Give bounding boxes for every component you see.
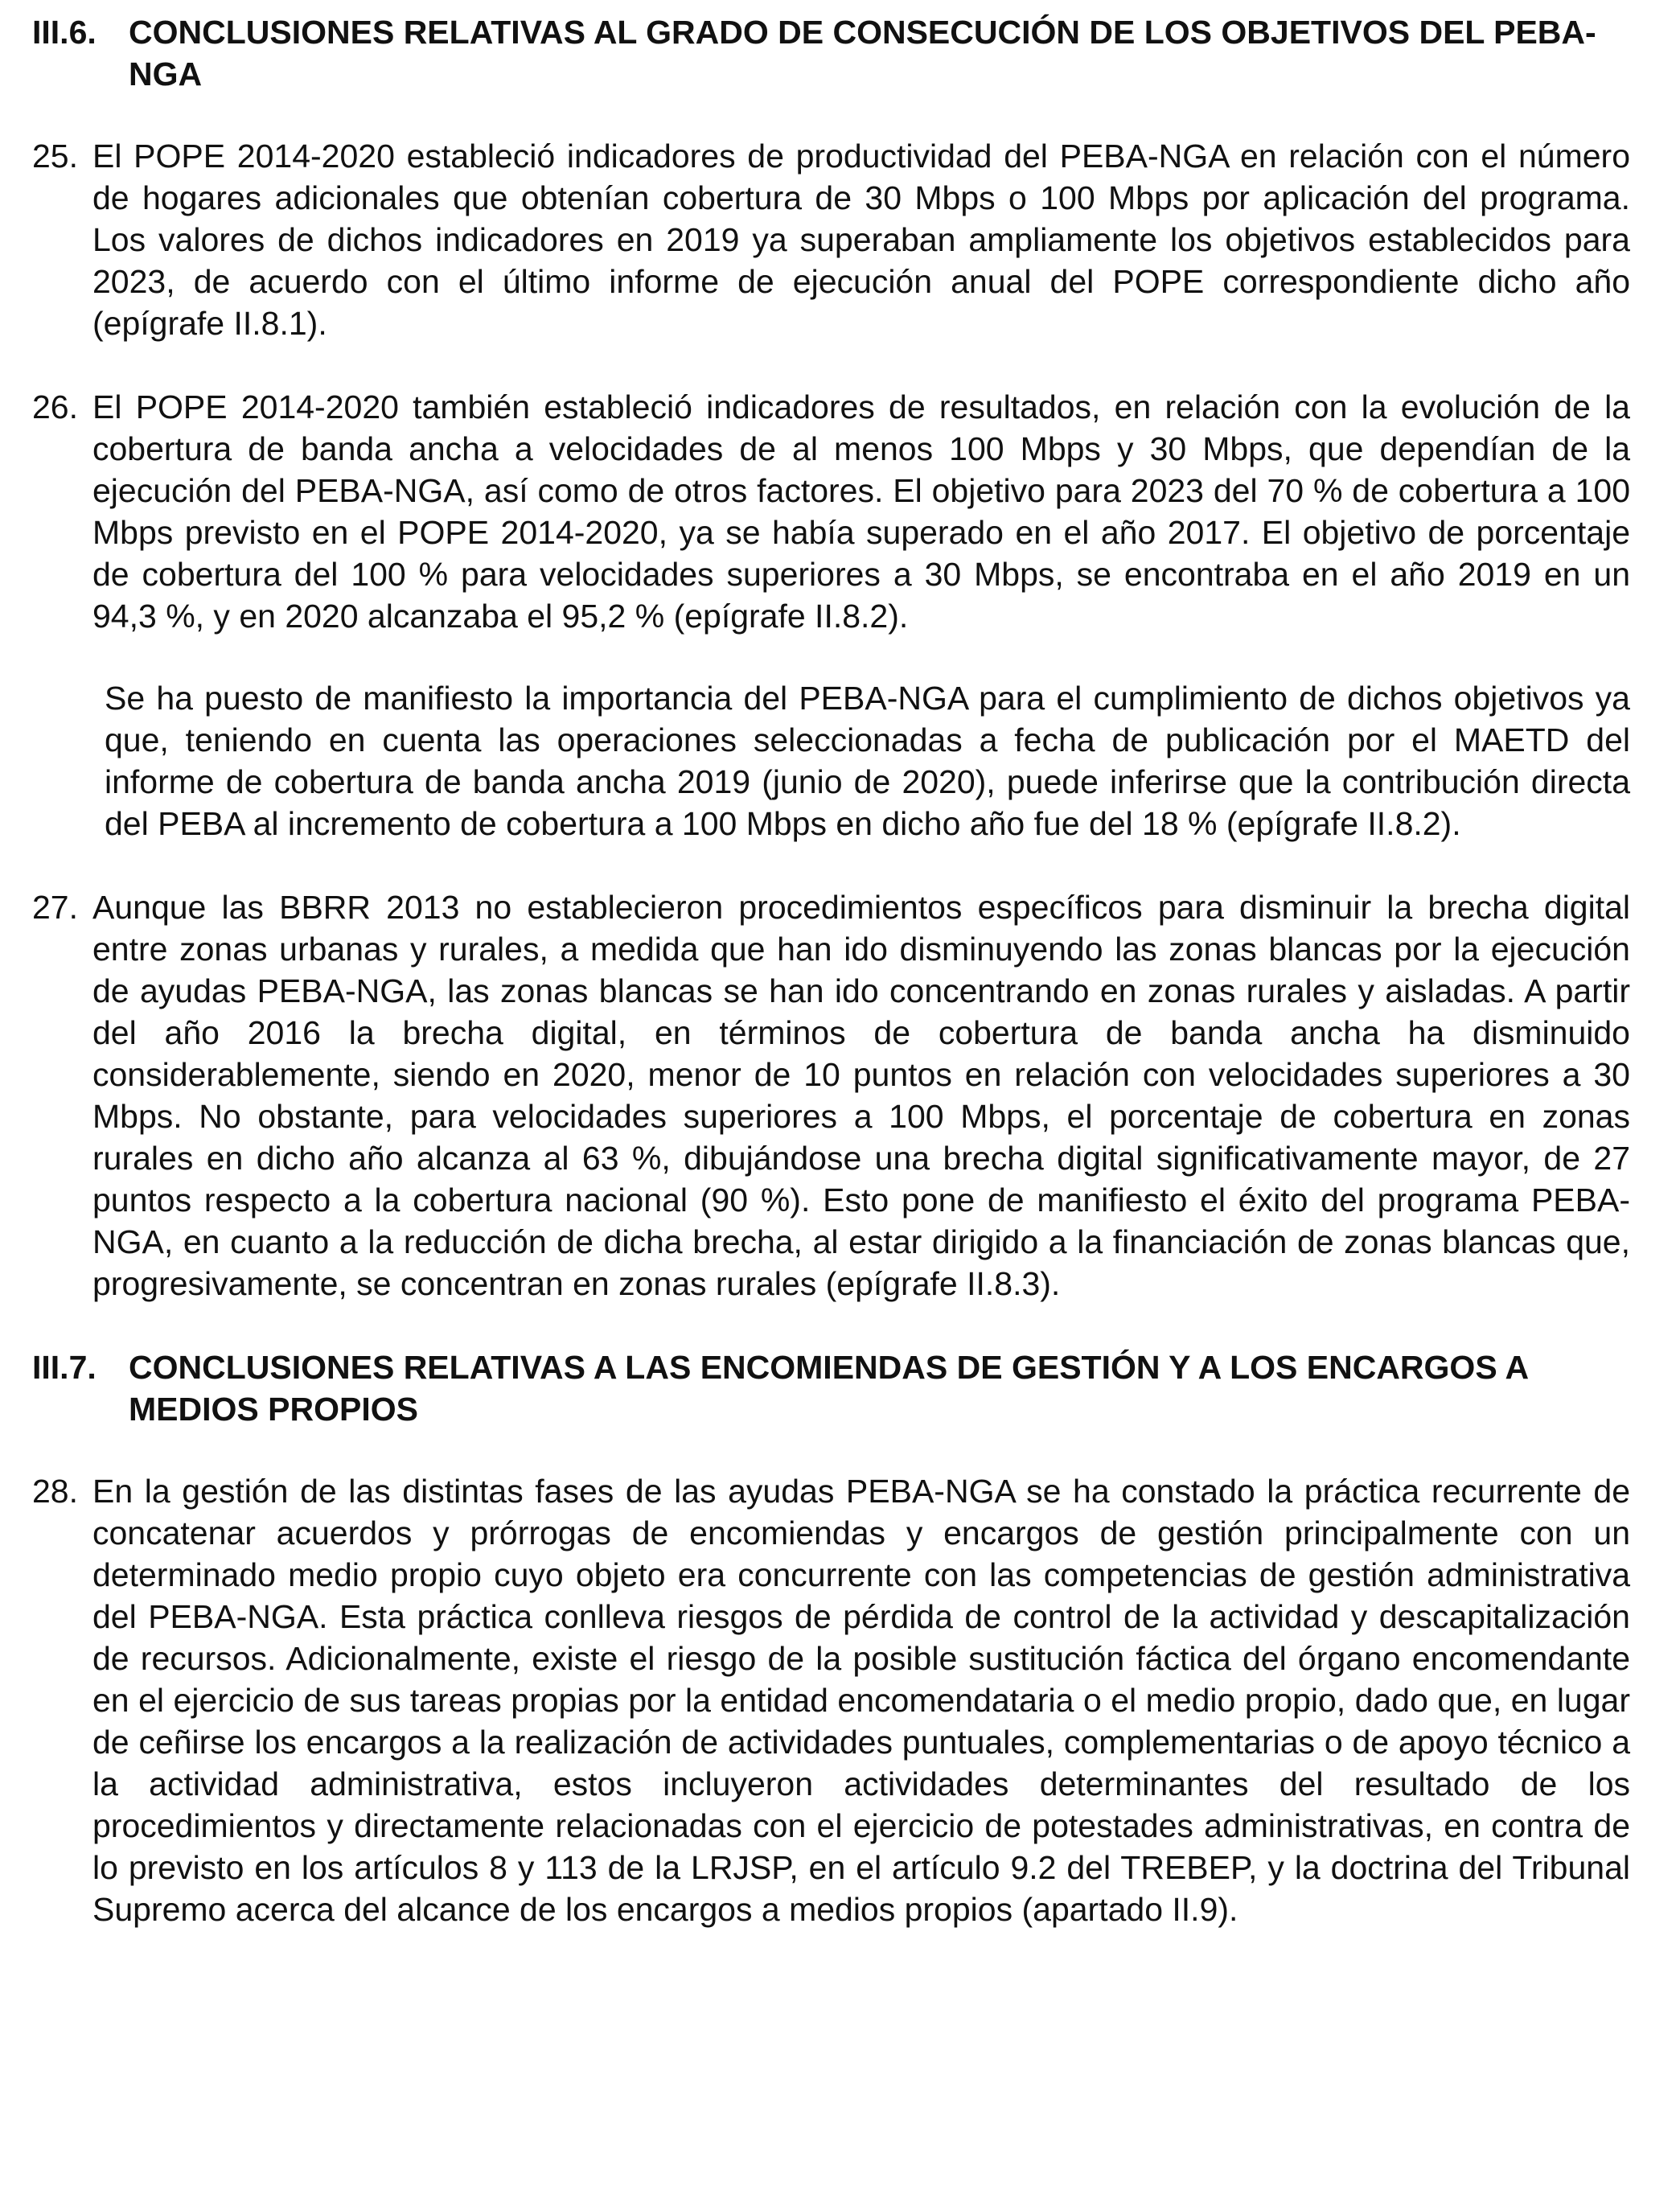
section-title: CONCLUSIONES RELATIVAS AL GRADO DE CONSECUCIÓN DE LOS OBJETIVOS DEL PEBA-NGA	[129, 14, 1596, 92]
paragraph-27	[32, 886, 1630, 1305]
section-heading-iii-6	[32, 11, 1630, 95]
paragraph-26	[32, 386, 1630, 637]
paragraph-text: En la gestión de las distintas fases de las ayudas PEBA-NGA se ha constado la práctica recurrente de concatenar acuerdos y prórrogas de encomiendas y encargos de gestión principalmente con un determinado medio propio cuyo objeto era concurrente con las competencias de gestión administrativa del PEBA-NGA. Esta práctica conlleva riesgos de pérdida de control de la actividad y descapitalización de recursos. Adicionalmente, existe el riesgo de la posible sustitución fáctica del órgano encomendante en el ejercicio de sus tareas propias por la entidad encomendataria o el medio propio, dado que, en lugar de ceñirse los encargos a la realización de actividades puntuales, complementarias o de apoyo técnico a la actividad administrativa, estos incluyeron actividades determinantes del resultado de los procedimientos y directamente relacionadas con el ejercicio de potestades administrativas, en contra de lo previsto en los artículos 8 y 113 de la LRJSP, en el artículo 9.2 del TREBEP, y la doctrina del Tribunal Supremo acerca del alcance de los encargos a medios propios (apartado II.9).	[92, 1473, 1630, 1928]
paragraph-26-continuation: Se ha puesto de manifiesto la importancia del PEBA-NGA para el cumplimiento de dichos objetivos ya que, teniendo en cuenta las operaciones seleccionadas a fecha de publicación por el MAETD del informe de cobertura de banda ancha 2019 (junio de 2020), puede inferirse que la contribución directa del PEBA al incremento de cobertura a 100 Mbps en dicho año fue del 18 % (epígrafe II.8.2).	[105, 680, 1630, 842]
paragraph-28	[32, 1470, 1630, 1930]
paragraph-number: 28.	[32, 1473, 78, 1510]
paragraph-text: El POPE 2014-2020 también estableció indicadores de resultados, en relación con la evolución de la cobertura de banda ancha a velocidades de al menos 100 Mbps y 30 Mbps, que dependían de la ejecución del PEBA-NGA, así como de otros factores. El objetivo para 2023 del 70 % de cobertura a 100 Mbps previsto en el POPE 2014-2020, ya se había superado en el año 2017. El objetivo de porcentaje de cobertura del 100 % para velocidades superiores a 30 Mbps, se encontraba en el año 2019 en un 94,3 %, y en 2020 alcanzaba el 95,2 % (epígrafe II.8.2).	[92, 388, 1630, 635]
section-number: III.6.	[32, 14, 97, 51]
paragraph-25	[32, 135, 1630, 344]
section-number: III.7.	[32, 1349, 97, 1386]
paragraph-text: El POPE 2014-2020 estableció indicadores de productividad del PEBA-NGA en relación con el número de hogares adicionales que obtenían cobertura de 30 Mbps o 100 Mbps por aplicación del programa. Los valores de dichos indicadores en 2019 ya superaban ampliamente los objetivos establecidos para 2023, de acuerdo con el último informe de ejecución anual del POPE correspondiente dicho año (epígrafe II.8.1).	[92, 138, 1630, 342]
paragraph-text: Aunque las BBRR 2013 no establecieron procedimientos específicos para disminuir la brecha digital entre zonas urbanas y rurales, a medida que han ido disminuyendo las zonas blancas por la ejecución de ayudas PEBA-NGA, las zonas blancas se han ido concentrando en zonas rurales y aisladas. A partir del año 2016 la brecha digital, en términos de cobertura de banda ancha ha disminuido considerablemente, siendo en 2020, menor de 10 puntos en relación con velocidades superiores a 30 Mbps. No obstante, para velocidades superiores a 100 Mbps, el porcentaje de cobertura en zonas rurales en dicho año alcanza al 63 %, dibujándose una brecha digital significativamente mayor, de 27 puntos respecto a la cobertura nacional (90 %). Esto pone de manifiesto el éxito del programa PEBA-NGA, en cuanto a la reducción de dicha brecha, al estar dirigido a la financiación de zonas blancas que, progresivamente, se concentran en zonas rurales (epígrafe II.8.3).	[92, 889, 1630, 1302]
section-title: CONCLUSIONES RELATIVAS A LAS ENCOMIENDAS DE GESTIÓN Y A LOS ENCARGOS A MEDIOS PROPIOS	[129, 1349, 1528, 1428]
paragraph-number: 27.	[32, 889, 78, 926]
paragraph-number: 25.	[32, 138, 78, 175]
paragraph-number: 26.	[32, 388, 78, 425]
section-heading-iii-7	[32, 1346, 1630, 1430]
